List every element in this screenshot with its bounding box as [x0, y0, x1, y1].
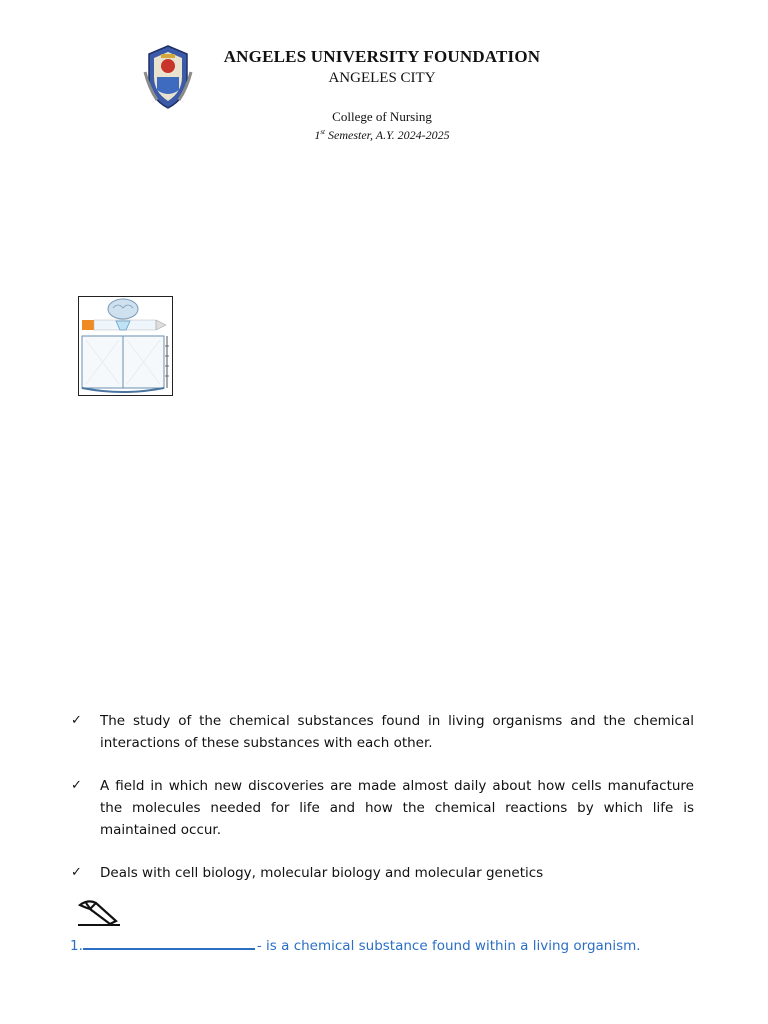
college-name: College of Nursing — [332, 109, 432, 124]
semester-ordinal: st — [320, 128, 325, 136]
checkmark-icon: ✓ — [71, 865, 82, 880]
bullet-item — [70, 710, 694, 754]
fill-in-question — [70, 934, 750, 957]
semester-text: Semester, A.Y. 2024-2025 — [325, 128, 450, 142]
checkmark-icon: ✓ — [71, 713, 82, 728]
pencil-writing-icon — [76, 897, 122, 927]
bullet-item — [70, 775, 694, 841]
university-name: ANGELES UNIVERSITY FOUNDATION — [223, 47, 541, 66]
book-brain-illustration — [78, 296, 173, 396]
bullet-item — [70, 862, 694, 884]
definition-bullets — [70, 710, 694, 905]
bullet-text: The study of the chemical substances found in living organisms and the chemical interactions of these substances with each other. — [100, 713, 694, 751]
university-city: ANGELES CITY — [328, 70, 436, 86]
document-header — [200, 46, 564, 142]
answer-blank[interactable] — [83, 934, 255, 950]
question-number: 1. — [70, 938, 83, 954]
checkmark-icon: ✓ — [71, 778, 82, 793]
semester-line — [200, 125, 564, 142]
bullet-text: A field in which new discoveries are made almost daily about how cells manufacture the molecules needed for life and how the chemical reactions by which life is maintained occur. — [100, 778, 694, 838]
question-text: - is a chemical substance found within a living organism. — [256, 938, 641, 954]
bullet-text: Deals with cell biology, molecular biology and molecular genetics — [100, 865, 544, 881]
semester-number: 1 — [314, 128, 321, 142]
university-seal-logo — [143, 44, 193, 110]
